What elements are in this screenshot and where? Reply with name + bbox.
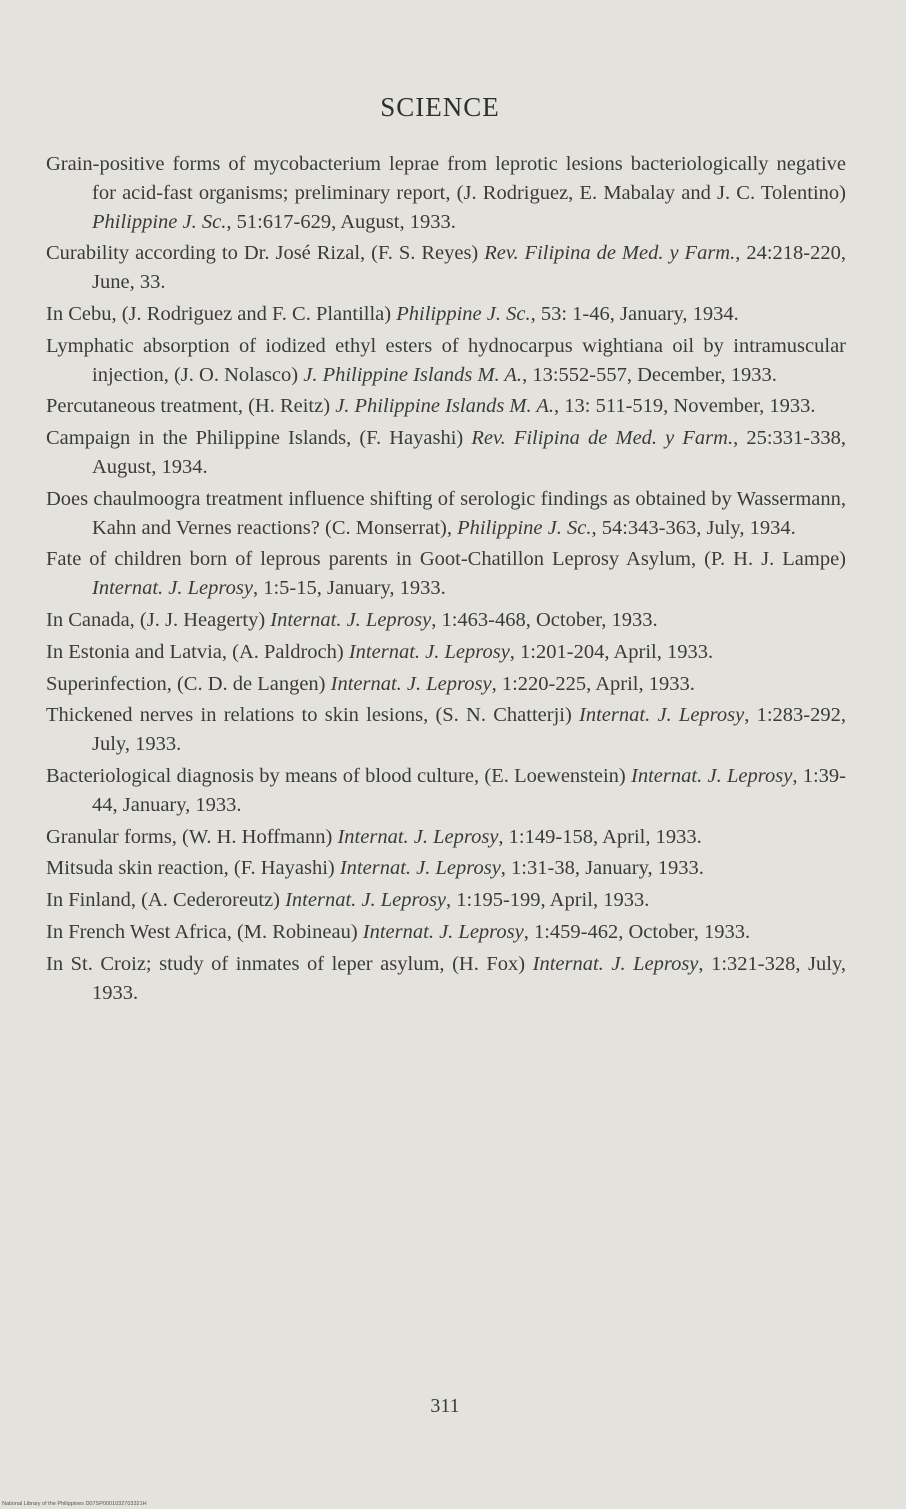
entry-text: Campaign in the Philippine Islands, (F. Hayashi): [46, 427, 472, 450]
entry-citation: , 1:31-38, January, 1933.: [500, 857, 704, 880]
bibliography-entry: [46, 150, 846, 236]
bibliography-entry: [46, 424, 846, 482]
entry-journal: Internat. J. Leprosy: [339, 857, 501, 880]
entry-citation: , 1:220-225, April, 1933.: [491, 672, 695, 695]
entry-text: Percutaneous treatment, (H. Reitz): [46, 395, 336, 418]
bibliography-entry: [46, 485, 846, 543]
entry-citation: , 1:463-468, October, 1933.: [431, 608, 658, 631]
entry-citation: , 13: 511-519, November, 1933.: [554, 395, 816, 418]
entry-journal: Internat. J. Leprosy: [337, 825, 499, 848]
entry-journal: Rev. Filipina de Med. y Farm.: [484, 242, 736, 265]
bibliography-entry: [46, 886, 846, 915]
entry-text: Does chaulmoogra treatment influence shifting of serologic findings as obtained by Wassermann, Kahn and Vernes reactions? (C. Monserrat),: [46, 487, 846, 539]
entry-citation: , 1:201-204, April, 1933.: [509, 640, 714, 663]
entry-citation: , 51:617-629, August, 1933.: [226, 210, 456, 233]
entry-journal: Internat. J. Leprosy: [362, 920, 524, 943]
entry-text: Granular forms, (W. H. Hoffmann): [46, 825, 338, 848]
entry-journal: Internat. J. Leprosy: [285, 889, 447, 912]
entry-text: Lymphatic absorption of iodized ethyl esters of hydnocarpus wightiana oil by intramuscular injection, (J. O. Nolasco): [46, 334, 846, 386]
entry-journal: Philippine J. Sc.: [92, 210, 227, 233]
entry-journal: Philippine J. Sc.: [457, 516, 592, 539]
entry-text: In Finland, (A. Cederoreutz): [46, 889, 286, 912]
entry-journal: Internat. J. Leprosy: [631, 764, 793, 787]
entry-citation: , 1:195-199, April, 1933.: [446, 889, 650, 912]
bibliography-entry: [46, 854, 846, 883]
bibliography-entry: [46, 545, 846, 603]
entry-text: In French West Africa, (M. Robineau): [46, 920, 363, 943]
entry-citation: , 24:218-220, June, 33.: [92, 242, 846, 294]
entry-citation: , 1:283-292, July, 1933.: [92, 704, 846, 756]
entry-text: Mitsuda skin reaction, (F. Hayashi): [46, 857, 340, 880]
entry-citation: , 53: 1-46, January, 1934.: [530, 302, 739, 325]
entry-text: Superinfection, (C. D. de Langen): [46, 672, 331, 695]
entry-text: In Canada, (J. J. Heagerty): [46, 608, 271, 631]
entry-citation: , 54:343-363, July, 1934.: [591, 516, 796, 539]
bibliography-entry: [46, 239, 846, 297]
entry-journal: J. Philippine Islands M. A.: [303, 363, 523, 386]
bibliography-entry: [46, 300, 846, 329]
bibliography-entry: [46, 701, 846, 759]
entry-citation: , 1:459-462, October, 1933.: [523, 920, 751, 943]
entry-text: Fate of children born of leprous parents in Goot-Chatillon Leprosy Asylum, (P. H. J. Lampe): [46, 548, 846, 571]
entry-citation: , 1:39-44, January, 1933.: [92, 764, 847, 816]
bibliography-entry: [46, 332, 846, 390]
entry-journal: Philippine J. Sc.: [396, 302, 531, 325]
entry-journal: Internat. J. Leprosy: [92, 577, 253, 600]
entry-text: In Cebu, (J. Rodriguez and F. C. Plantilla): [46, 302, 397, 325]
entry-citation: , 1:149-158, April, 1933.: [498, 825, 702, 848]
entry-text: In St. Croiz; study of inmates of leper asylum, (H. Fox): [46, 952, 533, 975]
bibliography-entry: [46, 638, 846, 667]
entry-journal: Internat. J. Leprosy: [330, 672, 492, 695]
entry-journal: Internat. J. Leprosy: [348, 640, 510, 663]
bibliography-entry: [46, 606, 846, 635]
entry-text: In Estonia and Latvia, (A. Paldroch): [46, 640, 349, 663]
bibliography-entry: [46, 823, 846, 852]
bibliography-list: [46, 150, 846, 1010]
entry-journal: J. Philippine Islands M. A.: [335, 395, 555, 418]
entry-citation: , 1:5-15, January, 1933.: [252, 577, 446, 600]
entry-citation: , 25:331-338, August, 1934.: [92, 427, 846, 478]
entry-journal: Rev. Filipina de Med. y Farm.: [471, 427, 734, 450]
scan-footer-note: National Library of the Philippines D07SP0001032703321H: [2, 1501, 147, 1507]
entry-text: Grain-positive forms of mycobacterium leprae from leprotic lesions bacteriologically negative for acid-fast organisms; preliminary report, (J. Rodriguez, E. Mabalay and J. C. Tolentino): [46, 153, 846, 204]
entry-text: Curability according to Dr. José Rizal, (F. S. Reyes): [46, 242, 485, 265]
entry-citation: , 1:321-328, July, 1933.: [92, 952, 846, 1004]
bibliography-entry: [46, 918, 846, 947]
entry-text: Bacteriological diagnosis by means of blood culture, (E. Loewenstein): [46, 764, 632, 787]
bibliography-entry: [46, 762, 846, 820]
entry-journal: Internat. J. Leprosy: [579, 704, 745, 727]
bibliography-entry: [46, 670, 846, 699]
section-heading: SCIENCE: [380, 92, 500, 122]
bibliography-entry: [46, 392, 846, 421]
entry-citation: , 13:552-557, December, 1933.: [522, 363, 777, 386]
entry-journal: Internat. J. Leprosy: [532, 952, 699, 975]
bibliography-entry: [46, 950, 846, 1008]
entry-text: Thickened nerves in relations to skin lesions, (S. N. Chatterji): [46, 704, 580, 727]
entry-journal: Internat. J. Leprosy: [270, 608, 432, 631]
page-number: 311: [430, 1395, 460, 1417]
